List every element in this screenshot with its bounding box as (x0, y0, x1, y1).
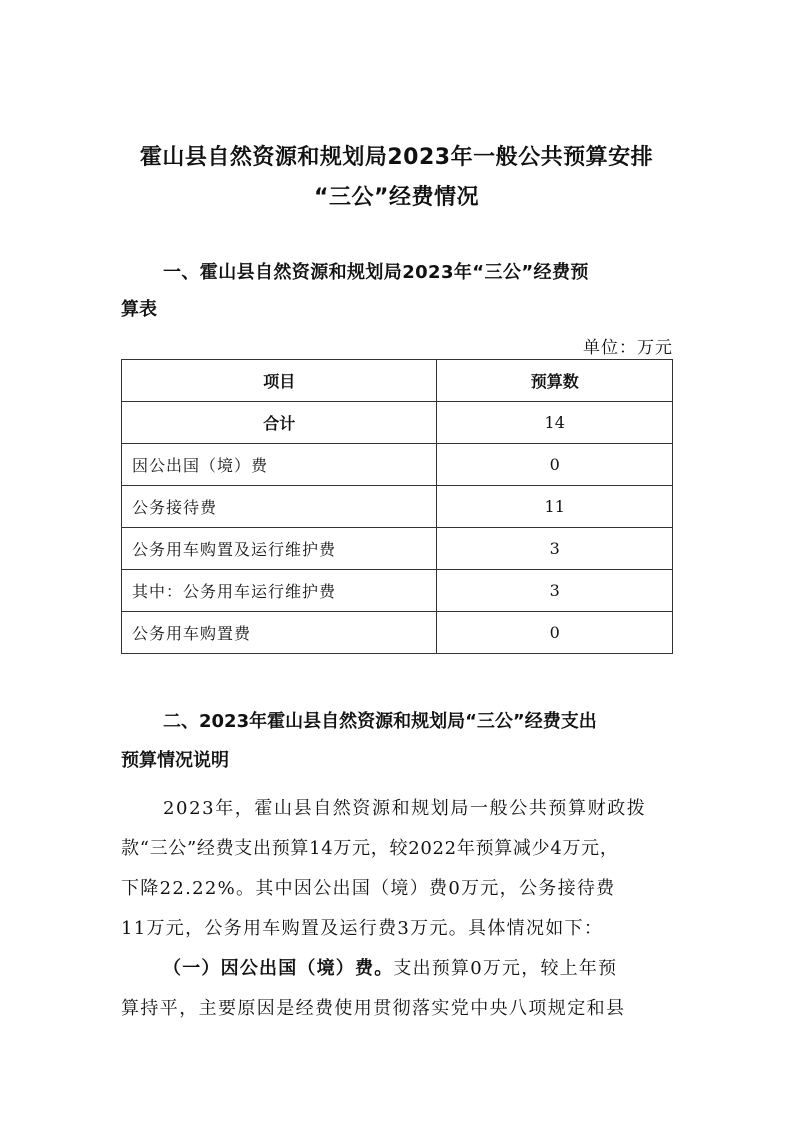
row-item: 因公出国（境）费 (122, 444, 437, 486)
table-row (122, 612, 673, 654)
row-value-total: 14 (437, 402, 673, 444)
item1-text: 支出预算0万元，较上年预 (393, 958, 618, 979)
section1-heading-line1: 一、霍山县自然资源和规划局2023年“三公”经费预 (163, 262, 589, 283)
table-row (122, 444, 673, 486)
row-value: 0 (437, 444, 673, 486)
row-value: 3 (437, 570, 673, 612)
body-paragraph-line4: 11万元，公务用车购置及运行费3万元。具体情况如下： (121, 918, 604, 939)
item1-paragraph-line1 (163, 954, 673, 980)
section2-heading-line2: 预算情况说明 (121, 750, 229, 771)
table-row-total (122, 402, 673, 444)
row-item: 公务接待费 (122, 486, 437, 528)
document-title-line2: “三公”经费情况 (314, 185, 479, 210)
body-paragraph-line3: 下降22.22%。其中因公出国（境）费0万元，公务接待费 (121, 878, 616, 899)
item1-lead: （一）因公出国（境）费。 (163, 958, 394, 979)
table-header-row (122, 360, 673, 402)
row-value: 11 (437, 486, 673, 528)
table-row (122, 570, 673, 612)
section2-heading-line1: 二、2023年霍山县自然资源和规划局“三公”经费支出 (163, 711, 597, 732)
item1-paragraph-line2: 算持平，主要原因是经费使用贯彻落实党中央八项规定和县 (121, 998, 626, 1019)
table-row (122, 528, 673, 570)
body-paragraph-line2: 款“三公”经费支出预算14万元，较2022年预算减少4万元， (121, 838, 619, 859)
row-value: 3 (437, 528, 673, 570)
unit-label: 单位：万元 (583, 338, 673, 358)
document-title-line1: 霍山县自然资源和规划局2023年一般公共预算安排 (139, 145, 654, 170)
body-paragraph-line1: 2023年，霍山县自然资源和规划局一般公共预算财政拨 (163, 798, 647, 819)
row-item: 其中：公务用车运行维护费 (122, 570, 437, 612)
column-header-budget: 预算数 (437, 360, 673, 402)
row-value: 0 (437, 612, 673, 654)
row-item: 公务用车购置费 (122, 612, 437, 654)
row-item-total: 合计 (122, 402, 437, 444)
column-header-item: 项目 (122, 360, 437, 402)
row-item: 公务用车购置及运行维护费 (122, 528, 437, 570)
section1-heading-line2: 算表 (121, 299, 157, 320)
budget-table (121, 359, 673, 654)
table-row (122, 486, 673, 528)
